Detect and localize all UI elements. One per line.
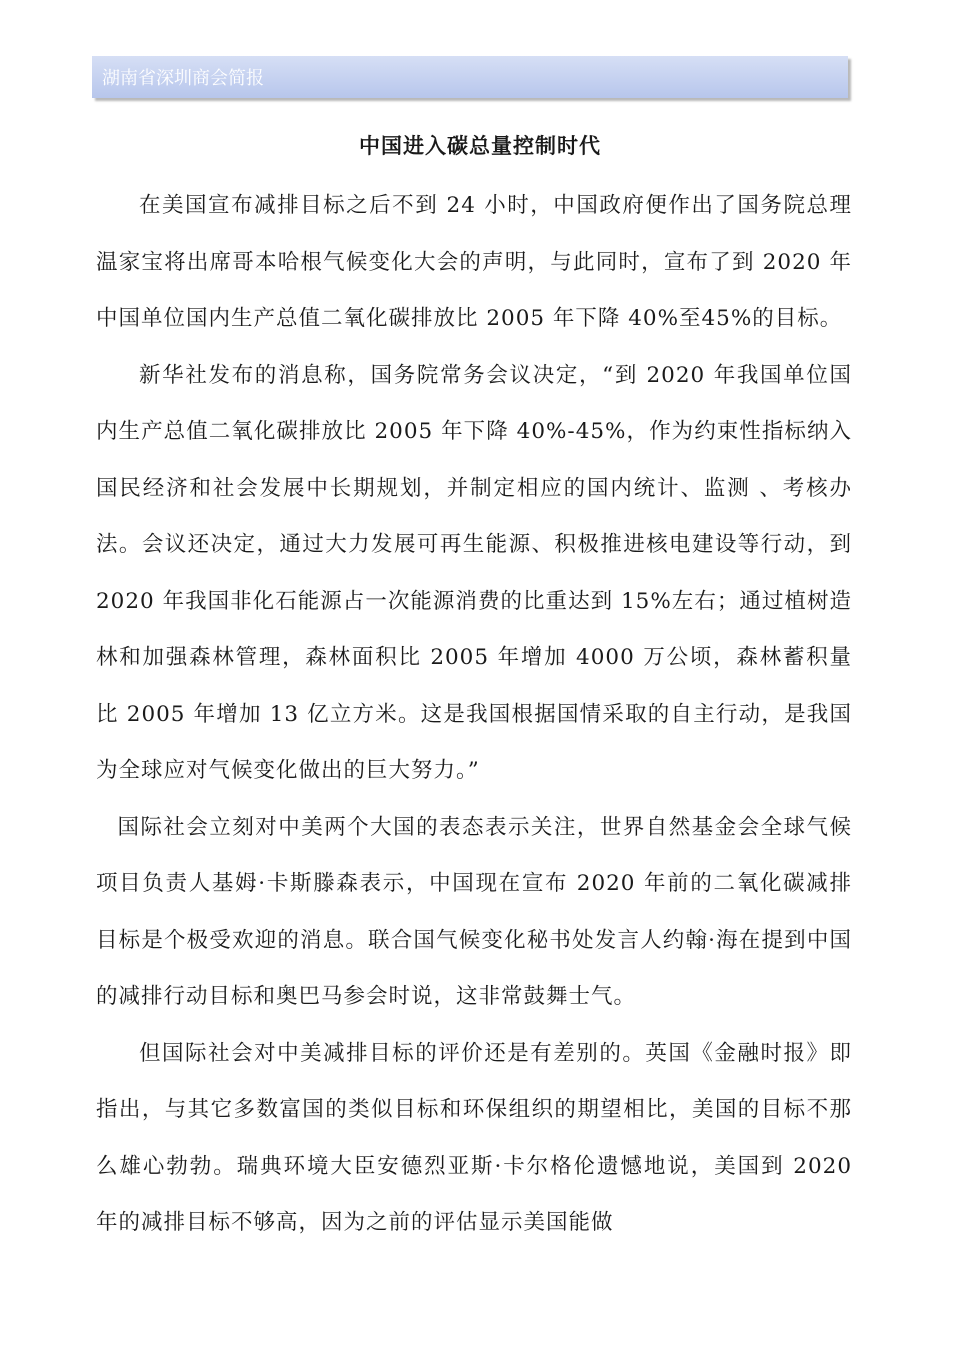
paragraph: 在美国宣布减排目标之后不到 24 小时，中国政府便作出了国务院总理温家宝将出席哥本哈根气候变化大会的声明，与此同时，宣布了到 2020 年中国单位国内生产总值二氧化碳排放比 2005 年下降 40%至45%的目标。 (96, 193, 852, 331)
newsletter-title: 湖南省深圳商会简报 (102, 68, 264, 89)
article-body (96, 178, 852, 1252)
paragraph: 国际社会立刻对中美两个大国的表态表示关注，世界自然基金会全球气候项目负责人基姆·卡斯滕森表示，中国现在宣布 2020 年前的二氧化碳减排目标是个极受欢迎的消息。联合国气候变化秘书处发言人约翰·海在提到中国的减排行动目标和奥巴马参会时说，这非常鼓舞士气。 (96, 814, 852, 1009)
paragraph: 新华社发布的消息称，国务院常务会议决定，“到 2020 年我国单位国内生产总值二氧化碳排放比 2005 年下降 40%-45%，作为约束性指标纳入国民经济和社会发展中长期规划，并制定相应的国内统计、监测 、考核办法。会议还决定，通过大力发展可再生能源、积极推进核电建设等行动，到 2020 年我国非化石能源占一次能源消费的比重达到 15%左右；通过植树造林和加强森林管理，森林面积比 2005 年增加 4000 万公顷，森林蓄积量比 2005 年增加 13 亿立方米。这是我国根据国情采取的自主行动，是我国为全球应对气候变化做出的巨大努力。” (96, 362, 852, 783)
paragraph: 但国际社会对中美减排目标的评价还是有差别的。英国《金融时报》即指出，与其它多数富国的类似目标和环保组织的期望相比，美国的目标不那么雄心勃勃。瑞典环境大臣安德烈亚斯·卡尔格伦遗憾地说，美国到 2020 年的减排目标不够高，因为之前的评估显示美国能做 (96, 1040, 852, 1235)
article-title: 中国进入碳总量控制时代 (359, 133, 601, 158)
header-banner (92, 56, 848, 98)
